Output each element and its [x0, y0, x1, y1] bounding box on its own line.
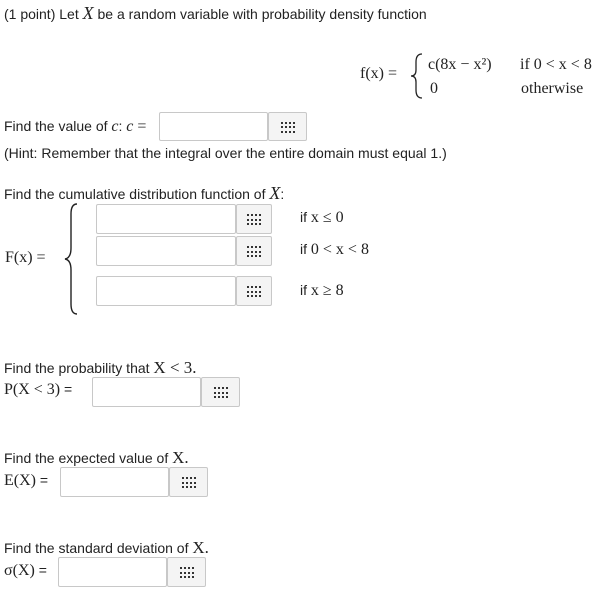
question-cdf-text: Find the cumulative distribution function of	[4, 186, 270, 202]
prob-answer-input[interactable]	[92, 377, 201, 407]
prob-palette-button[interactable]	[201, 377, 240, 407]
question-prob-math: X < 3.	[153, 358, 197, 377]
question-cdf-var: X	[269, 183, 281, 203]
question-exp-math: X.	[172, 448, 189, 467]
question-exp-text: Find the expected value of	[4, 450, 173, 466]
exp-eq: =	[35, 472, 49, 488]
pdf-case1-cond: if 0 < x < 8	[520, 56, 592, 73]
header-prefix: (1 point) Let	[4, 6, 83, 22]
grid-icon	[247, 286, 261, 297]
c-palette-button[interactable]	[268, 112, 307, 141]
cdf-row1-math: x ≤ 0	[310, 209, 344, 226]
question-sd-math: X.	[192, 538, 209, 557]
sd-palette-button[interactable]	[167, 557, 206, 587]
cdf-row3-condition	[300, 282, 344, 300]
cdf-row3-palette-button[interactable]	[236, 276, 272, 306]
cdf-row3-if: if	[300, 282, 311, 298]
cdf-row2-palette-button[interactable]	[236, 236, 272, 266]
question-c-var2: c	[126, 118, 134, 135]
pdf-case2-cond: otherwise	[521, 80, 584, 97]
cdf-row3-math: x ≥ 8	[310, 282, 344, 299]
exp-palette-button[interactable]	[169, 467, 208, 497]
question-exp-label	[4, 448, 189, 468]
header-suffix: be a random variable with probability density function	[93, 6, 427, 22]
question-sd-text: Find the standard deviation of	[4, 540, 193, 556]
cdf-row2-math: 0 < x < 8	[310, 241, 369, 258]
grid-icon	[180, 567, 194, 578]
pdf-case2-expr: 0	[430, 80, 438, 97]
cdf-row1-input[interactable]	[96, 204, 236, 234]
cdf-row2-input[interactable]	[96, 236, 236, 266]
cdf-row3-input[interactable]	[96, 276, 236, 306]
grid-icon	[182, 477, 196, 488]
exp-lhs	[4, 472, 48, 490]
sd-lhs-math: σ(X)	[4, 562, 35, 579]
c-answer-input[interactable]	[159, 112, 268, 141]
question-cdf-label	[4, 183, 284, 204]
question-c-colon: :	[118, 118, 127, 134]
cdf-brace	[64, 202, 80, 316]
pdf-case1-expr: c(8x − x²)	[428, 56, 492, 73]
question-c-text: Find the value of	[4, 118, 112, 134]
sd-lhs	[4, 562, 47, 580]
cdf-row1-if: if	[300, 209, 311, 225]
exp-lhs-math: E(X)	[4, 472, 36, 489]
question-prob-text: Find the probability that	[4, 360, 154, 376]
sd-answer-input[interactable]	[58, 557, 167, 587]
pdf-brace	[410, 52, 426, 100]
grid-icon	[247, 246, 261, 257]
prob-eq: =	[60, 381, 73, 397]
cdf-row1-palette-button[interactable]	[236, 204, 272, 234]
pdf-lhs: f(x) =	[360, 65, 398, 82]
question-sd-label	[4, 538, 209, 558]
prob-lhs-math: P(X < 3)	[4, 381, 61, 398]
question-c-label	[4, 118, 146, 136]
grid-icon	[281, 122, 295, 133]
question-c-var: c	[111, 118, 119, 135]
cdf-row2-condition	[300, 241, 369, 259]
sd-eq: =	[34, 562, 47, 578]
exp-answer-input[interactable]	[60, 467, 169, 497]
prob-lhs	[4, 381, 72, 399]
question-cdf-colon: :	[280, 186, 285, 202]
problem-header	[4, 3, 427, 24]
cdf-lhs: F(x) =	[5, 249, 46, 266]
grid-icon	[214, 387, 228, 398]
header-var-x: X	[82, 3, 94, 23]
question-prob-label	[4, 358, 197, 378]
hint-text: (Hint: Remember that the integral over the entire domain must equal 1.)	[4, 145, 447, 161]
cdf-row1-condition	[300, 209, 344, 227]
grid-icon	[247, 214, 261, 225]
cdf-row2-if: if	[300, 241, 311, 257]
question-c-eq: =	[133, 118, 147, 135]
